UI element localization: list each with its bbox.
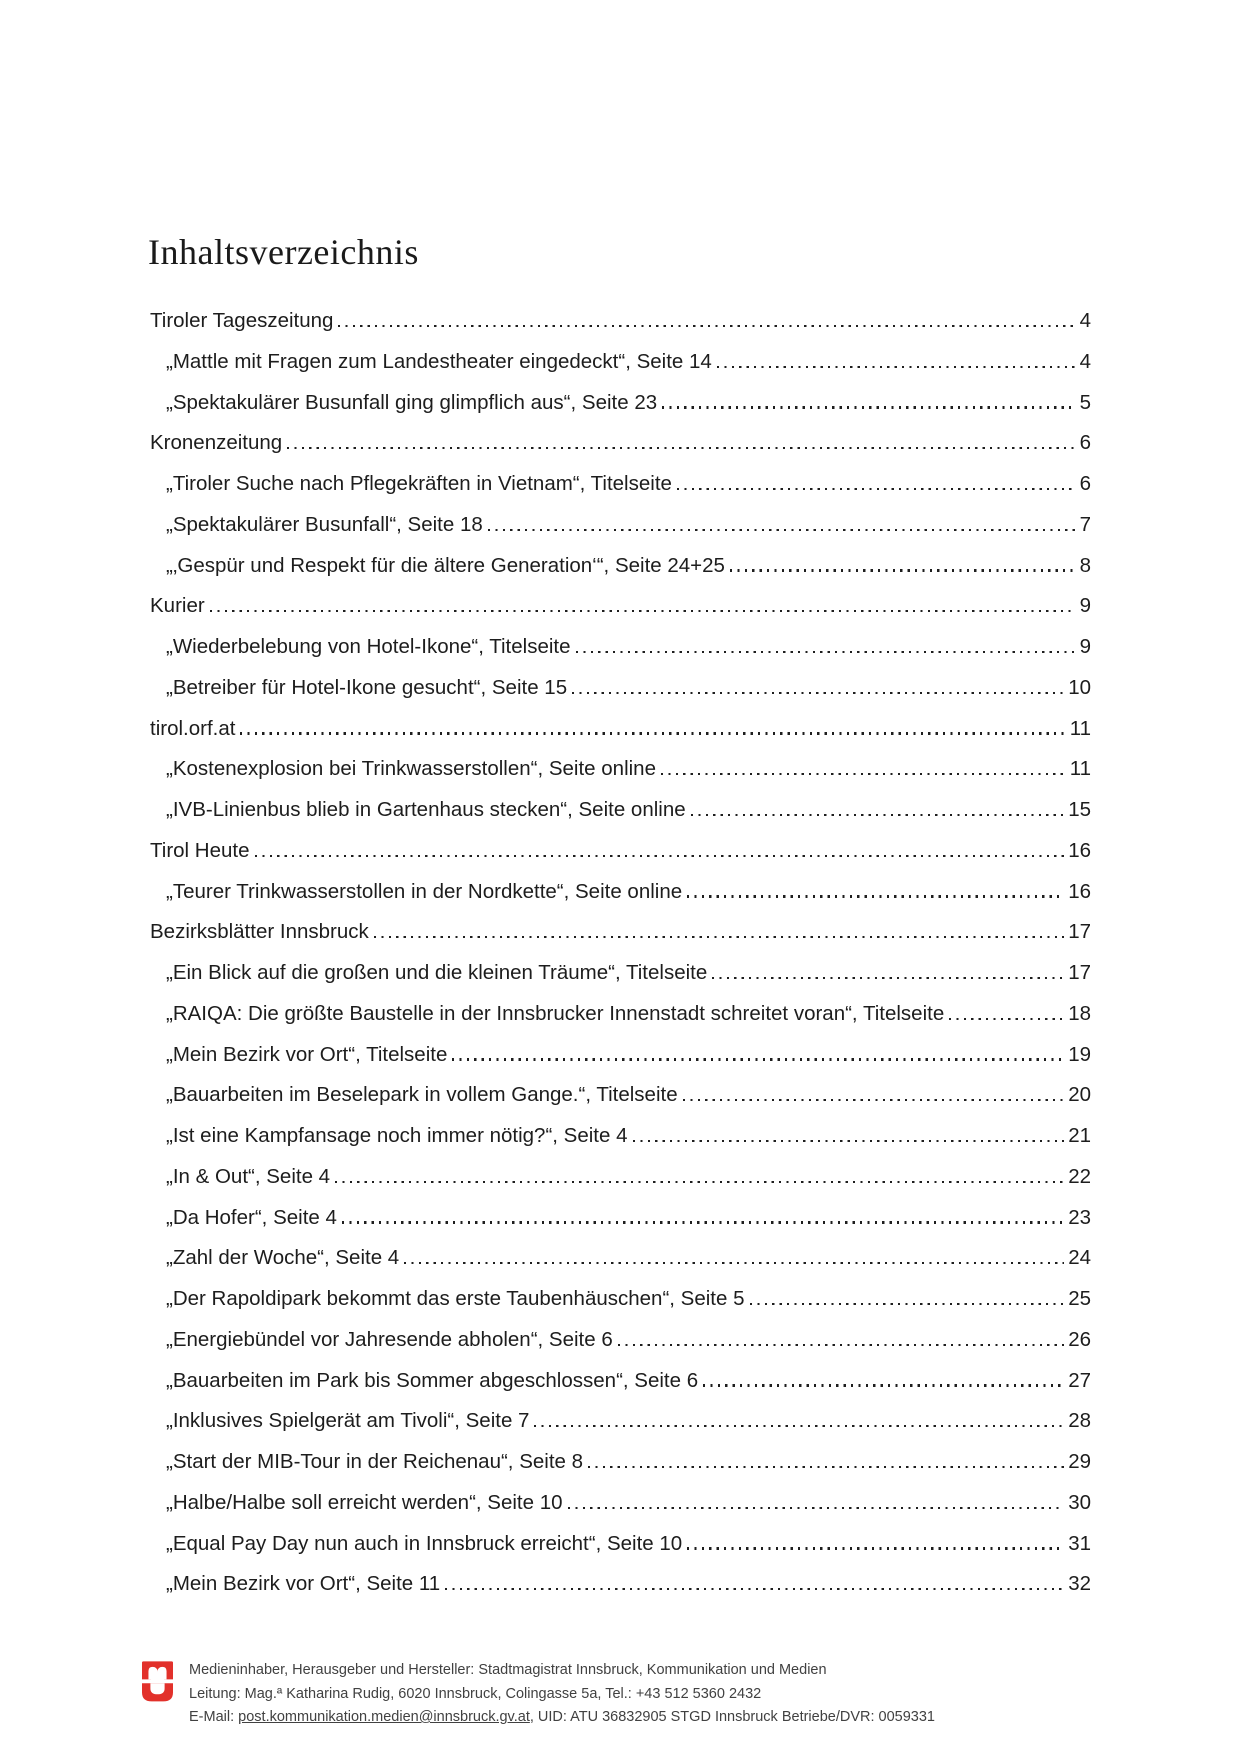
toc-entry-page-number: 18 [1068, 1001, 1091, 1025]
footer-line-2: Leitung: Mag.ª Katharina Rudig, 6020 Innsbruck, Colingasse 5a, Tel.: +43 512 5360 2432 [189, 1685, 762, 1702]
toc-entry[interactable] [150, 1564, 1091, 1605]
toc-dot-leader [210, 610, 1076, 612]
toc-entry[interactable] [150, 1035, 1091, 1076]
toc-dot-leader [335, 1181, 1064, 1183]
toc-entry-page-number: 20 [1068, 1083, 1091, 1107]
toc-entry-page-number: 32 [1068, 1572, 1091, 1596]
toc-entry-label: „Inklusives Spielgerät am Tivoli“, Seite 7 [166, 1409, 530, 1433]
toc-entry-page-number: 10 [1068, 675, 1091, 699]
toc-dot-leader [618, 1344, 1064, 1346]
toc-dot-leader [750, 1303, 1065, 1305]
toc-entry-label: „Ist eine Kampfansage noch immer nötig?“, Seite 4 [166, 1124, 628, 1147]
toc-entry-label: „Der Rapoldipark bekommt das erste Taubenhäuschen“, Seite 5 [166, 1287, 745, 1310]
toc-entry-page-number: 8 [1079, 553, 1091, 577]
toc-entry-label: „Da Hofer“, Seite 4 [166, 1205, 337, 1229]
toc-entry-page-number: 30 [1068, 1490, 1091, 1514]
toc-entry-page-number: 17 [1068, 961, 1091, 984]
toc-entry-label: „Teurer Trinkwasserstollen in der Nordkette“, Seite online [166, 879, 683, 903]
toc-entry[interactable] [150, 790, 1091, 831]
toc-entry[interactable] [150, 912, 1091, 953]
toc-entry[interactable] [150, 546, 1091, 587]
toc-dot-leader [717, 366, 1076, 368]
toc-dot-leader [730, 569, 1076, 571]
toc-entry-page-number: 28 [1068, 1409, 1091, 1433]
toc-entry-page-number: 25 [1068, 1287, 1091, 1310]
toc-dot-leader [534, 1425, 1064, 1427]
toc-entry[interactable] [150, 1238, 1091, 1279]
toc-entry-label: „Bauarbeiten im Park bis Sommer abgeschlossen“, Seite 6 [166, 1368, 699, 1392]
toc-entry-page-number: 17 [1068, 920, 1091, 944]
toc-dot-leader [633, 1140, 1065, 1142]
toc-entry[interactable] [150, 1401, 1091, 1442]
table-of-contents [150, 301, 1091, 1605]
toc-entry-label: Tiroler Tageszeitung [150, 309, 334, 332]
toc-dot-leader [687, 1547, 1064, 1549]
toc-entry[interactable] [150, 1157, 1091, 1198]
toc-dot-leader [452, 1058, 1064, 1060]
toc-entry-page-number: 4 [1079, 309, 1091, 332]
toc-entry-label: „Spektakulärer Busunfall“, Seite 18 [166, 512, 483, 536]
innsbruck-coat-of-arms-icon [142, 1661, 173, 1703]
toc-entry-label: Kurier [150, 594, 205, 618]
toc-entry-label: tirol.orf.at [150, 716, 236, 740]
toc-entry-page-number: 21 [1068, 1124, 1091, 1147]
toc-dot-leader [661, 773, 1066, 775]
toc-entry[interactable] [150, 994, 1091, 1035]
toc-entry[interactable] [150, 423, 1091, 464]
toc-entry[interactable] [150, 1524, 1091, 1565]
toc-dot-leader [287, 447, 1075, 449]
toc-entry-label: „Halbe/Halbe soll erreicht werden“, Seite 10 [166, 1490, 563, 1514]
toc-entry-page-number: 16 [1068, 879, 1091, 903]
toc-entry-page-number: 6 [1079, 431, 1091, 455]
toc-entry[interactable] [150, 831, 1091, 872]
footer-email-link[interactable]: post.kommunikation.medien@innsbruck.gv.at [238, 1709, 530, 1725]
toc-entry[interactable] [150, 1320, 1091, 1361]
page-title: Inhaltsverzeichnis [148, 232, 419, 272]
toc-dot-leader [949, 1018, 1064, 1020]
toc-entry-label: „Mein Bezirk vor Ort“, Seite 11 [166, 1572, 441, 1596]
toc-entry-label: „Spektakulärer Busunfall ging glimpflich aus“, Seite 23 [166, 390, 658, 414]
toc-entry-page-number: 6 [1079, 472, 1091, 495]
toc-entry-label: „Energiebündel vor Jahresende abholen“, Seite 6 [166, 1327, 613, 1351]
toc-entry-page-number: 27 [1068, 1368, 1091, 1392]
toc-entry-label: Tirol Heute [150, 838, 250, 862]
toc-entry-label: „RAIQA: Die größte Baustelle in der Innsbrucker Innenstadt schreitet voran“, Titelseite [166, 1001, 945, 1025]
toc-entry[interactable] [150, 1075, 1091, 1116]
toc-dot-leader [576, 651, 1076, 653]
toc-dot-leader [677, 488, 1076, 490]
toc-entry[interactable] [150, 1198, 1091, 1239]
toc-dot-leader [572, 692, 1064, 694]
footer-uid-text: , UID: ATU 36832905 STGD Innsbruck Betriebe/DVR: 0059331 [529, 1709, 935, 1725]
toc-entry-label: „IVB-Linienbus blieb in Gartenhaus stecken“, Seite online [166, 798, 686, 821]
toc-entry-label: „Kostenexplosion bei Trinkwasserstollen“, Seite online [166, 757, 656, 781]
toc-entry[interactable] [150, 301, 1091, 342]
toc-entry-label: „Betreiber für Hotel-Ikone gesucht“, Seite 15 [166, 675, 568, 699]
toc-entry-label: „‚Gespür und Respekt für die ältere Generation‘“, Seite 24+25 [166, 553, 725, 577]
toc-entry-label: „Equal Pay Day nun auch in Innsbruck erreicht“, Seite 10 [166, 1531, 683, 1555]
toc-entry[interactable] [150, 749, 1091, 790]
toc-dot-leader [683, 1099, 1065, 1101]
toc-dot-leader [338, 325, 1075, 327]
toc-entry-label: „Wiederbelebung von Hotel-Ikone“, Titelseite [166, 635, 571, 658]
toc-dot-leader [240, 732, 1065, 734]
toc-entry-page-number: 23 [1068, 1205, 1091, 1229]
toc-dot-leader [342, 1221, 1064, 1223]
toc-entry-page-number: 9 [1079, 594, 1091, 618]
toc-dot-leader [691, 814, 1065, 816]
toc-entry[interactable] [150, 383, 1091, 424]
toc-entry-label: Bezirksblätter Innsbruck [150, 920, 369, 944]
footer-line-3 [189, 1706, 935, 1730]
toc-entry-page-number: 16 [1068, 838, 1091, 862]
toc-dot-leader [488, 529, 1076, 531]
toc-dot-leader [662, 406, 1075, 408]
toc-entry-page-number: 11 [1069, 716, 1091, 740]
toc-entry-page-number: 31 [1068, 1531, 1091, 1555]
toc-entry[interactable] [150, 1116, 1091, 1157]
toc-entry-label: „In & Out“, Seite 4 [166, 1164, 331, 1188]
toc-dot-leader [568, 1507, 1065, 1509]
toc-entry-page-number: 11 [1069, 757, 1091, 781]
toc-entry-label: „Mattle mit Fragen zum Landestheater eingedeckt“, Seite 14 [166, 349, 712, 373]
toc-dot-leader [712, 977, 1064, 979]
toc-dot-leader [703, 1384, 1064, 1386]
toc-entry[interactable] [150, 1361, 1091, 1402]
toc-entry-page-number: 22 [1068, 1164, 1091, 1188]
toc-entry[interactable] [150, 464, 1091, 505]
toc-entry-page-number: 29 [1068, 1450, 1091, 1473]
toc-entry[interactable] [150, 586, 1091, 627]
toc-entry-label: „Mein Bezirk vor Ort“, Titelseite [166, 1042, 448, 1066]
toc-dot-leader [588, 1466, 1064, 1468]
toc-dot-leader [404, 1262, 1064, 1264]
toc-entry-page-number: 24 [1068, 1246, 1091, 1270]
toc-entry[interactable] [150, 1279, 1091, 1320]
page-footer [142, 1659, 935, 1730]
toc-entry[interactable] [150, 1442, 1091, 1483]
footer-email-label: E-Mail: [189, 1709, 239, 1725]
toc-entry-label: Kronenzeitung [150, 431, 283, 455]
toc-entry[interactable] [150, 342, 1091, 383]
toc-entry-label: „Zahl der Woche“, Seite 4 [166, 1246, 400, 1270]
toc-entry-page-number: 26 [1068, 1327, 1091, 1351]
toc-dot-leader [255, 855, 1065, 857]
toc-dot-leader [374, 936, 1064, 938]
toc-entry[interactable] [150, 1483, 1091, 1524]
toc-dot-leader [445, 1588, 1064, 1590]
toc-entry-label: „Ein Blick auf die großen und die kleinen Träume“, Titelseite [166, 961, 708, 984]
toc-entry-page-number: 19 [1068, 1042, 1091, 1066]
toc-dot-leader [687, 895, 1064, 897]
toc-entry-label: „Bauarbeiten im Beselepark in vollem Gange.“, Titelseite [166, 1083, 678, 1107]
toc-entry[interactable] [150, 627, 1091, 668]
toc-entry-page-number: 5 [1079, 390, 1091, 414]
toc-entry-page-number: 4 [1079, 349, 1091, 373]
toc-entry-page-number: 15 [1068, 798, 1091, 821]
toc-entry-page-number: 9 [1079, 635, 1091, 658]
footer-text [189, 1659, 935, 1730]
toc-entry-label: „Start der MIB-Tour in der Reichenau“, Seite 8 [166, 1450, 584, 1473]
toc-entry[interactable] [150, 709, 1091, 750]
toc-entry-page-number: 7 [1079, 512, 1091, 536]
footer-line-1: Medieninhaber, Herausgeber und Hersteller: Stadtmagistrat Innsbruck, Kommunikation und Medien [189, 1662, 827, 1678]
toc-entry-label: „Tiroler Suche nach Pflegekräften in Vietnam“, Titelseite [166, 472, 672, 495]
toc-entry[interactable] [150, 505, 1091, 546]
toc-entry[interactable] [150, 872, 1091, 913]
toc-entry[interactable] [150, 953, 1091, 994]
toc-entry[interactable] [150, 668, 1091, 709]
